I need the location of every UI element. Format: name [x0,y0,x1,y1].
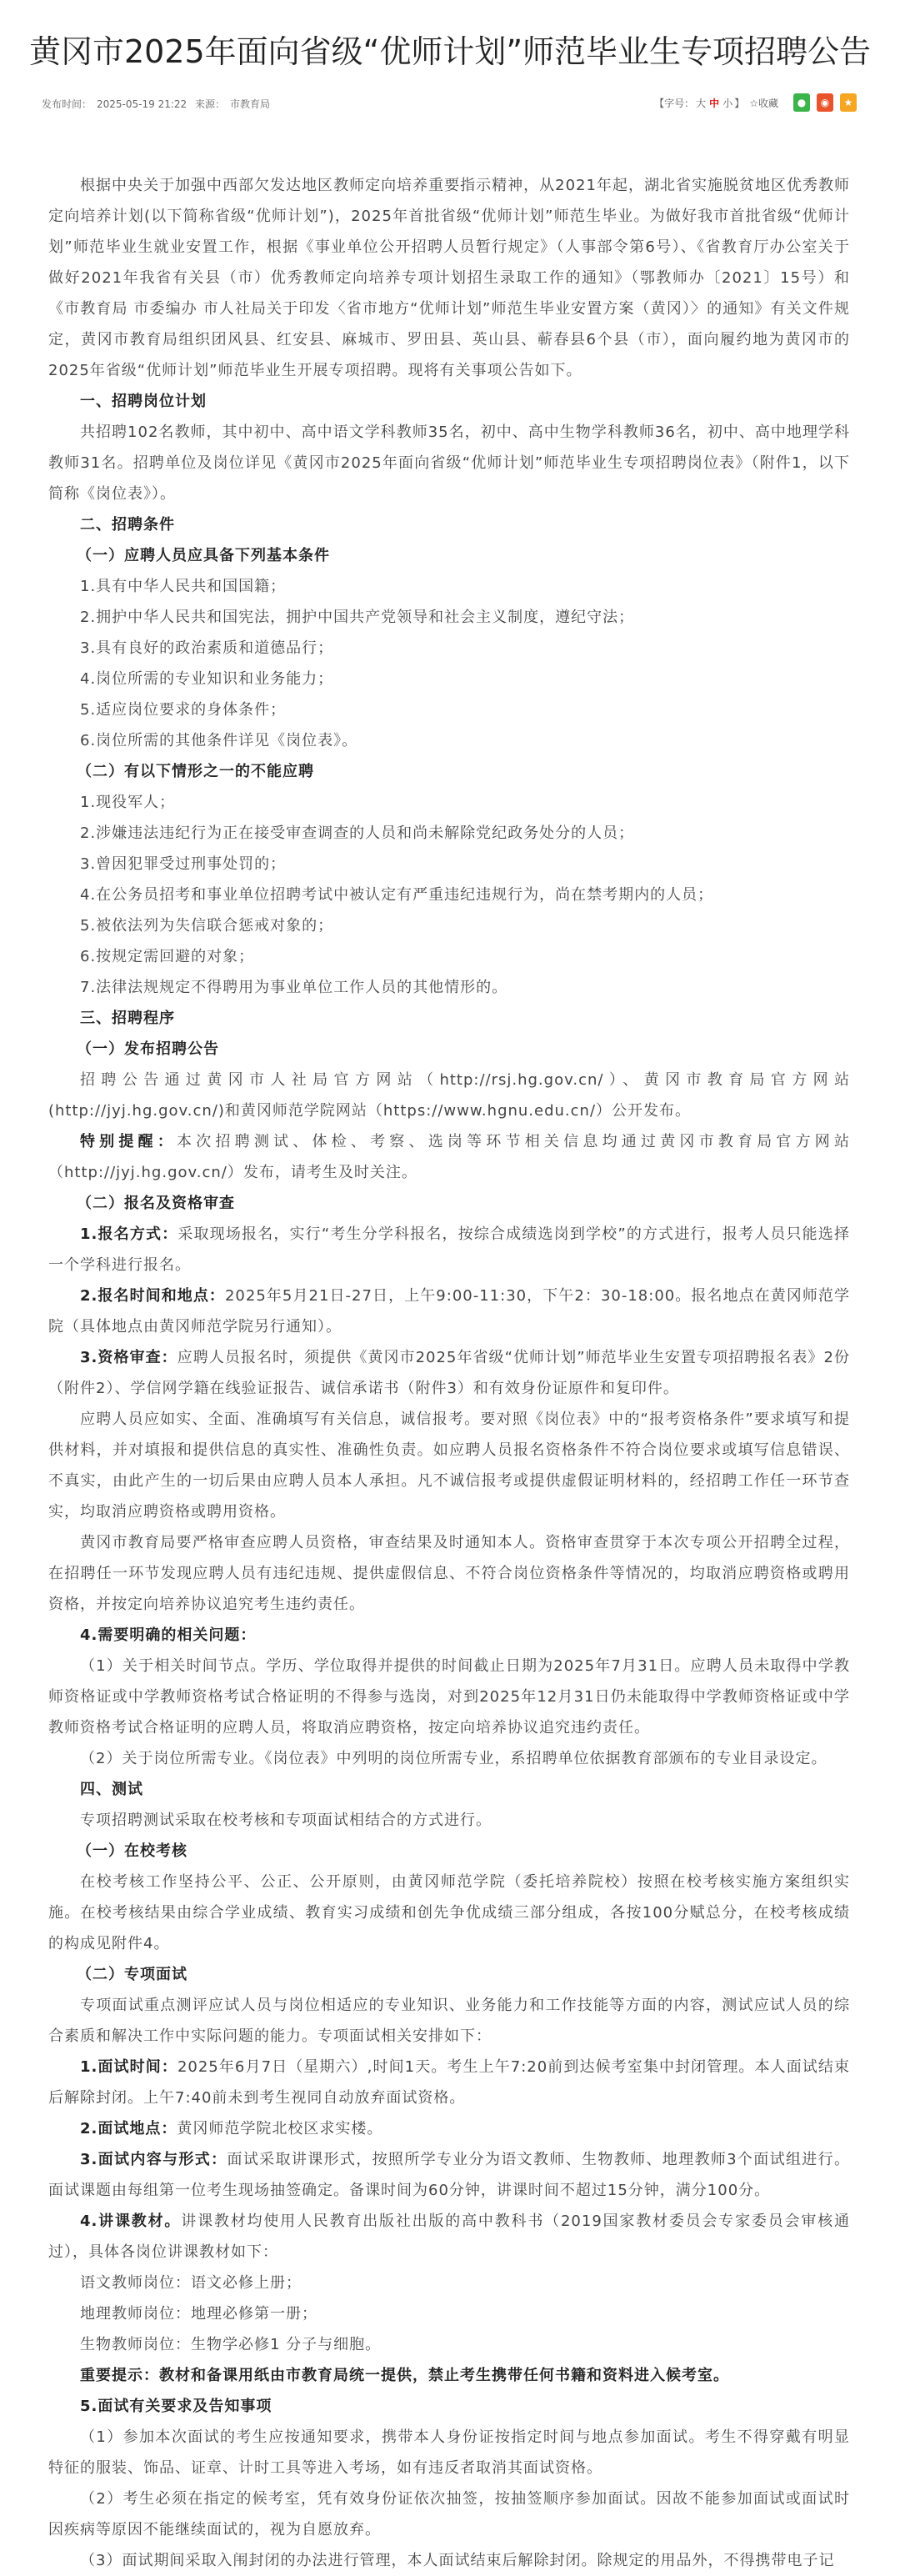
paragraph [48,2206,850,2268]
paragraph: 专项招聘测试采取在校考核和专项面试相结合的方式进行。 [80,1812,492,1829]
section-heading: 二、招聘条件 [80,516,175,534]
paragraph: 4.需要明确的相关问题： [80,1626,257,1644]
paragraph: 5.面试有关要求及告知事项 [80,2398,272,2415]
source: 市教育局 [230,98,271,110]
subsection-heading: （二）报名及资格审查 [77,1195,235,1212]
font-size-close: 】 [734,97,745,109]
article-body [48,170,850,2576]
paragraph: 黄冈市教育局要严格审查应聘人员资格，审查结果及时通知本人。资格审查贯穿于本次专项公开招聘全过程，在招聘任一环节发现应聘人员有违纪违规、提供虚假信息、不符合岗位资格条件等情况的，均取消应聘资格或聘用资格，并按定向培养协议追究考生违约责任。 [48,1534,850,1613]
paragraph-lead: 4.讲课教材。 [80,2213,182,2230]
publish-label: 发布时间： [42,98,92,110]
paragraph: （1）参加本次面试的考生应按通知要求，携带本人身份证按指定时间与地点参加面试。考生不得穿戴有明显特征的服装、饰品、证章、计时工具等进入考场，如有违反者取消其面试资格。 [48,2428,850,2477]
paragraph: 1.现役军人； [80,794,176,811]
paragraph: 语文教师岗位：语文必修上册； [80,2274,302,2292]
paragraph: 根据中央关于加强中西部欠发达地区教师定向培养重要指示精神，从2021年起，湖北省实施脱贫地区优秀教师定向培养计划(以下简称省级“优师计划”)，2025年首批省级“优师计划”师范生毕业。为做好我市首批省级“优师计划”师范毕业生就业安置工作，根据《事业单位公开招聘人员暂行规定》（人事部令第6号）、《省教育厅办公室关于做好2021年我省有关县（市）优秀教师定向培养专项计划招生录取工作的通知》（鄂教师办〔2021〕15号）和《市教育局 市委编办 市人社局关于印发〈省市地方“优师计划”师范生毕业安置方案（黄冈）〉的通知》有关文件规定，黄冈市教育局组织团风县、红安县、麻城市、罗田县、英山县、蕲春县6个县（市），面向履约地为黄冈市的2025年省级“优师计划”师范毕业生开展专项招聘。现将有关事项公告如下。 [48,177,850,379]
font-size-small-button[interactable]: 小 [722,97,733,109]
paragraph-lead: 3.资格审查： [80,1349,178,1366]
publish-time: 2025-05-19 21:22 [97,98,188,110]
paragraph: 生物教师岗位：生物学必修1 分子与细胞。 [80,2336,382,2353]
subsection-heading: （一）发布招聘公告 [77,1040,219,1058]
subsection-heading: （二）专项面试 [77,1966,188,1983]
font-size-large-button[interactable]: 大 [696,97,707,109]
paragraph-lead: 1.报名方式： [80,1225,178,1243]
paragraph: （2）关于岗位所需专业。《岗位表》中列明的岗位所需专业，系招聘单位依据教育部颁布的专业目录设定。 [80,1750,828,1767]
paragraph [48,2113,850,2144]
paragraph: 3.具有良好的政治素质和道德品行； [80,639,334,657]
paragraph: 3.曾因犯罪受过刑事处罚的； [80,855,287,873]
paragraph-text: 讲课教材均使用人民教育出版社出版的高中教科书（2019国家教材委员会专家委员会审核通过），具体各岗位讲课教材如下： [48,2213,850,2261]
paragraph: 共招聘102名教师，其中初中、高中语文学科教师35名，初中、高中生物学科教师36名，初中、高中地理学科教师31名。招聘单位及岗位详见《黄冈市2025年面向省级“优师计划”师范毕业生专项招聘岗位表》（附件1，以下简称《岗位表》）。 [48,423,850,503]
paragraph: 1.具有中华人民共和国国籍； [80,578,287,595]
paragraph [48,2052,850,2113]
favorite-label: 收藏 [758,97,778,109]
article-meta [42,97,275,111]
paragraph: 4.在公务员招考和事业单位招聘考试中被认定有严重违纪违规行为，尚在禁考期内的人员； [80,886,714,904]
qzone-star-icon: ★ [843,97,853,108]
paragraph [48,1280,850,1342]
paragraph: 在校考核工作坚持公平、公正、公开原则，由黄冈师范学院（委托培养院校）按照在校考核实施方案组织实施。在校考核结果由综合学业成绩、教育实习成绩和创先争优成绩三部分组成，各按100分赋总分，在校考核成绩的构成见附件4。 [48,1873,850,1952]
subsection-heading: （一）在校考核 [77,1842,188,1860]
wechat-icon: ● [797,97,807,108]
paragraph [48,1342,850,1404]
paragraph: （1）关于相关时间节点。学历、学位取得并提供的时间截止日期为2025年7月31日。应聘人员未取得中学教师资格证或中学教师资格考试合格证明的不得参与选岗，对到2025年12月31日仍未能取得中学教师资格证或中学教师资格考试合格证明的应聘人员，将取消应聘资格，按定向培养协议追究违约责任。 [48,1657,850,1737]
paragraph [48,1126,850,1188]
paragraph-text: 采取现场报名，实行“考生分学科报名，按综合成绩选岗到学校”的方式进行，报考人员只能选择一个学科进行报名。 [48,1225,850,1274]
paragraph: 应聘人员应如实、全面、准确填写有关信息，诚信报考。要对照《岗位表》中的“报考资格条件”要求填写和提供材料，并对填报和提供信息的真实性、准确性负责。如应聘人员报名资格条件不符合岗位要求或填写信息错误、不真实，由此产生的一切后果由应聘人员本人承担。凡不诚信报考或提供虚假证明材料的，经招聘工作任一环节查实，均取消应聘资格或聘用资格。 [48,1411,850,1521]
paragraph: 4.岗位所需的专业知识和业务能力； [80,670,334,688]
favorite-button[interactable] [749,96,778,110]
paragraph-lead: 2.面试地点： [80,2120,178,2137]
paragraph: （3）面试期间采取入闱封闭的办法进行管理，本人面试结束后解除封闭。除规定的用品外，不得携带电子记 [80,2552,835,2569]
wechat-share-button[interactable] [793,93,810,112]
paragraph: 2.涉嫌违法违纪行为正在接受审查调查的人员和尚未解除党纪政务处分的人员； [80,824,635,842]
paragraph-text: 2025年6月7日（星期六）,时间1天。考生上午7:20前到达候考室集中封闭管理。本人面试结束后解除封闭。上午7:40前未到考生视同自动放弃面试资格。 [48,2058,850,2107]
paragraph: 2.拥护中华人民共和国宪法，拥护中国共产党领导和社会主义制度，遵纪守法； [80,609,635,626]
paragraph-text: 应聘人员报名时，须提供《黄冈市2025年省级“优师计划”师范毕业生安置专项招聘报名表》2份（附件2）、学信网学籍在线验证报告、诚信承诺书（附件3）和有效身份证原件和复印件。 [48,1349,850,1397]
paragraph-lead: 1.面试时间： [80,2058,178,2076]
paragraph: 7.法律法规规定不得聘用为事业单位工作人员的其他情形的。 [80,979,508,996]
paragraph: 招聘公告通过黄冈市人社局官方网站（http://rsj.hg.gov.cn/）、黄冈市教育局官方网站(http://jyj.hg.gov.cn/)和黄冈师范学院网站（https://www.hgnu.edu.cn/）公开发布。 [48,1071,850,1120]
paragraph: 5.适应岗位要求的身体条件； [80,701,287,719]
paragraph: 地理教师岗位：地理必修第一册； [80,2305,318,2323]
paragraph [48,2144,850,2206]
section-heading: 四、测试 [80,1781,143,1798]
section-heading: 三、招聘程序 [80,1010,175,1027]
paragraph: 5.被依法列为失信联合惩戒对象的； [80,917,334,935]
paragraph: 6.岗位所需的其他条件详见《岗位表》。 [80,732,358,749]
weibo-share-button[interactable] [817,93,833,112]
paragraph [48,1219,850,1280]
source-label: 来源： [194,98,225,110]
star-icon: ☆ [749,97,758,109]
paragraph: （2）考生必须在指定的候考室，凭有效身份证依次抽签，按抽签顺序参加面试。因故不能参加面试或面试时因疾病等原因不能继续面试的，视为自愿放弃。 [48,2490,850,2538]
subsection-heading: （一）应聘人员应具备下列基本条件 [77,547,330,564]
font-size-label: 【字号： [654,97,695,109]
article-tools [654,93,857,112]
font-size-medium-button[interactable]: 中 [709,97,720,109]
weibo-icon: ◉ [820,97,830,108]
paragraph-text: 黄冈师范学院北校区求实楼。 [177,2120,383,2137]
paragraph-lead: 特别提醒： [80,1133,178,1150]
paragraph: 专项面试重点测评应试人员与岗位相适应的专业知识、业务能力和工作技能等方面的内容，测试应试人员的综合素质和解决工作中实际问题的能力。专项面试相关安排如下： [48,1997,850,2045]
qzone-share-button[interactable] [840,93,857,112]
paragraph: 6.按规定需回避的对象； [80,948,255,965]
subsection-heading: （二）有以下情形之一的不能应聘 [77,763,314,780]
article-title: 黄冈市2025年面向省级“优师计划”师范毕业生专项招聘公告 [28,33,872,70]
section-heading: 一、招聘岗位计划 [80,393,207,410]
paragraph-lead: 2.报名时间和地点： [80,1287,225,1305]
paragraph-text: 本次招聘测试、体检、考察、选岗等环节相关信息均通过黄冈市教育局官方网站（http://jyj.hg.gov.cn/）发布，请考生及时关注。 [48,1133,851,1181]
paragraph-text: 2025年5月21日-27日，上午9:00-11:30，下午2：30-18:00。报名地点在黄冈师范学院（具体地点由黄冈师范学院另行通知）。 [48,1287,850,1336]
paragraph-lead: 3.面试内容与形式： [80,2151,228,2168]
paragraph: 重要提示：教材和备课用纸由市教育局统一提供，禁止考生携带任何书籍和资料进入候考室。 [80,2367,729,2384]
paragraph-text: 面试采取讲课形式，按照所学专业分为语文教师、生物教师、地理教师3个面试组进行。面试课题由每组第一位考生现场抽签确定。备课时间为60分钟，讲课时间不超过15分钟，满分100分。 [48,2151,850,2199]
